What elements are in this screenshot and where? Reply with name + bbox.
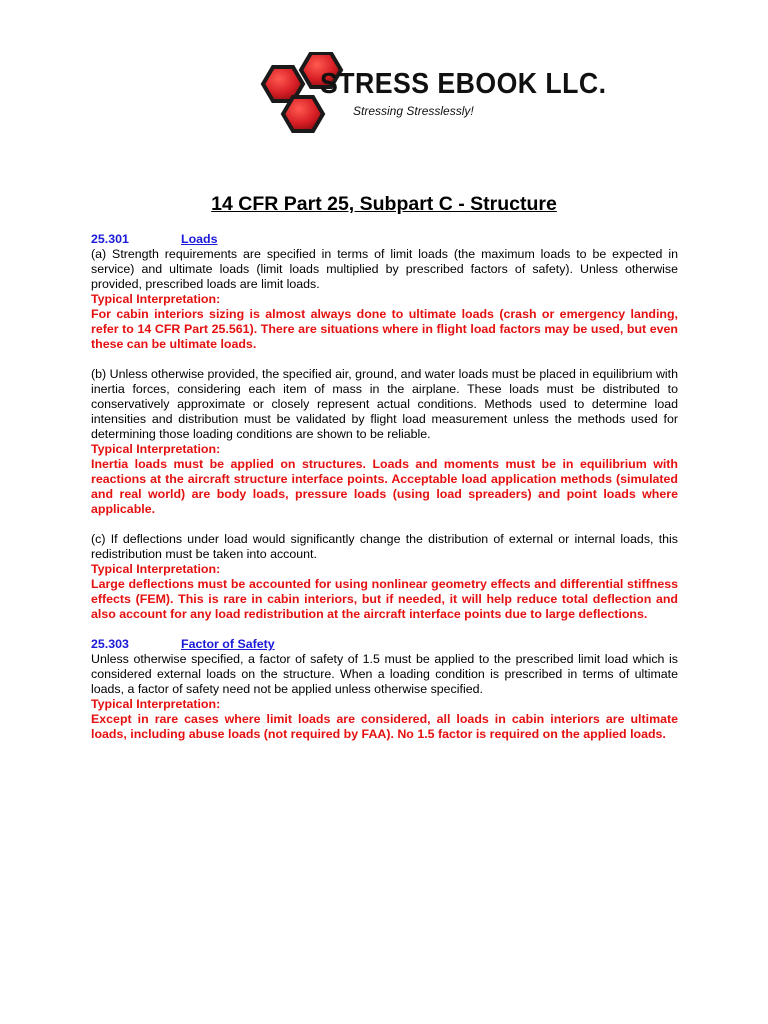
section-name: Loads	[181, 232, 218, 246]
document-title: 14 CFR Part 25, Subpart C - Structure	[211, 193, 557, 215]
section-number: 25.301	[91, 232, 129, 246]
paragraph: (c) If deflections under load would significantly change the distribution of external or internal loads, this redistribution must be taken into account.	[91, 532, 678, 561]
section-name: Factor of Safety	[181, 637, 275, 651]
interpretation-text: Large deflections must be accounted for using nonlinear geometry effects and differential stiffness effects (FEM). This is rare in cabin interiors, but if needed, it will help reduce total deflection and also account for any load redistribution at the aircraft interface points due to large deflections.	[91, 577, 678, 621]
company-logo	[258, 52, 607, 138]
brand-name: STRESS EBOOK LLC.	[320, 68, 607, 100]
interpretation-text: Inertia loads must be applied on structures. Loads and moments must be in equilibrium with reactions at the aircraft structure interface points. Acceptable load application methods (simulated and real world) are body loads, pressure loads (using load spreaders) and point loads where applicable.	[91, 457, 678, 516]
interpretation-label: Typical Interpretation:	[91, 697, 221, 711]
paragraph: (b) Unless otherwise provided, the specified air, ground, and water loads must be placed in equilibrium with inertia forces, considering each item of mass in the airplane. These loads must be distributed to conservatively approximate or closely represent actual conditions. Methods used to determine load intensities and distribution must be validated by flight load measurement unless the methods used for determining those loading conditions are shown to be reliable.	[91, 367, 678, 441]
section-heading-factor-of-safety[interactable]	[91, 637, 678, 652]
interpretation-label: Typical Interpretation:	[91, 442, 221, 456]
document-body	[91, 232, 678, 742]
section-number: 25.303	[91, 637, 129, 651]
interpretation-text: For cabin interiors sizing is almost always done to ultimate loads (crash or emergency landing, refer to 14 CFR Part 25.561). There are situations where in flight load factors may be used, but even these can be ultimate loads.	[91, 307, 678, 351]
interpretation-label: Typical Interpretation:	[91, 562, 221, 576]
interpretation-label: Typical Interpretation:	[91, 292, 221, 306]
interpretation-text: Except in rare cases where limit loads are considered, all loads in cabin interiors are ultimate loads, including abuse loads (not required by FAA). No 1.5 factor is required on the applied loads.	[91, 712, 678, 741]
paragraph: Unless otherwise specified, a factor of safety of 1.5 must be applied to the prescribed limit load which is considered external loads on the structure. When a loading condition is prescribed in terms of ultimate loads, a factor of safety need not be applied unless otherwise specified.	[91, 652, 678, 696]
brand-tagline: Stressing Stresslessly!	[353, 104, 474, 118]
paragraph: (a) Strength requirements are specified in terms of limit loads (the maximum loads to be expected in service) and ultimate loads (limit loads multiplied by prescribed factors of safety). Unless otherwise provided, prescribed loads are limit loads.	[91, 247, 678, 291]
section-heading-loads[interactable]	[91, 232, 678, 247]
